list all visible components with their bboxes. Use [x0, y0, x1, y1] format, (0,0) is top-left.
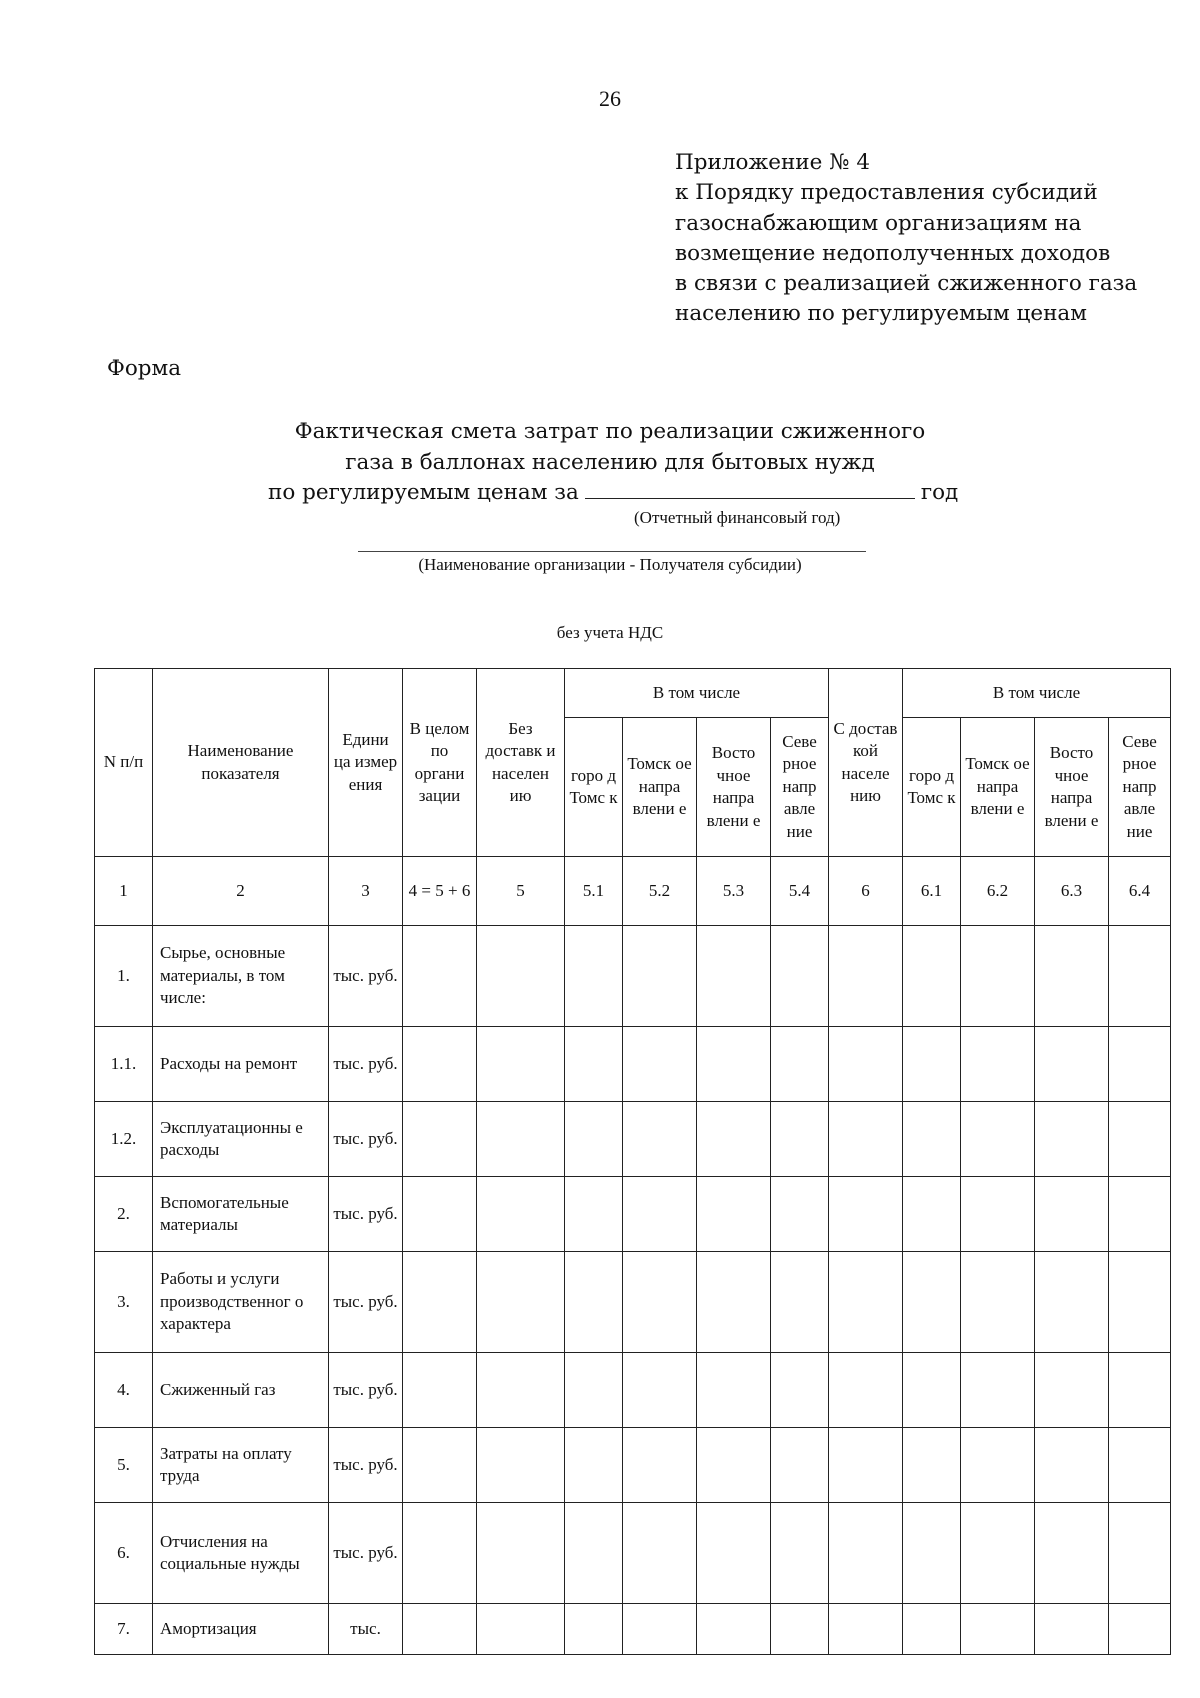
- value-cell[interactable]: [697, 1428, 771, 1503]
- appendix-line: в связи с реализацией сжиженного газа: [675, 271, 1138, 297]
- row-indicator-name: Вспомогательные материалы: [153, 1177, 329, 1252]
- value-cell[interactable]: [903, 1503, 961, 1604]
- header-name: Наименование показателя: [153, 669, 329, 857]
- value-cell[interactable]: [1109, 1252, 1171, 1353]
- column-number: 3: [329, 857, 403, 926]
- row-unit: тыс. руб.: [329, 1027, 403, 1102]
- value-cell[interactable]: [1109, 1604, 1171, 1655]
- value-cell[interactable]: [1035, 926, 1109, 1027]
- row-number: 2.: [95, 1177, 153, 1252]
- value-cell[interactable]: [477, 926, 565, 1027]
- value-cell[interactable]: [565, 1604, 623, 1655]
- value-cell[interactable]: [961, 1027, 1035, 1102]
- value-cell[interactable]: [477, 1428, 565, 1503]
- row-unit: тыс. руб.: [329, 1177, 403, 1252]
- column-number: 5.4: [771, 857, 829, 926]
- value-cell[interactable]: [565, 1503, 623, 1604]
- table-row: [95, 1503, 1171, 1604]
- value-cell[interactable]: [623, 1027, 697, 1102]
- subheader-east-direction: Восто чное напра влени е: [697, 718, 771, 857]
- value-cell[interactable]: [903, 1428, 961, 1503]
- value-cell[interactable]: [1109, 1027, 1171, 1102]
- value-cell[interactable]: [961, 1252, 1035, 1353]
- appendix-line: газоснабжающим организациям на: [675, 210, 1082, 236]
- row-indicator-name: Отчисления на социальные нужды: [153, 1503, 329, 1604]
- title-line-3-prefix: по регулируемым ценам за: [268, 480, 579, 505]
- column-number: 5.1: [565, 857, 623, 926]
- row-unit: тыс. руб.: [329, 1353, 403, 1428]
- title-line-3: [268, 478, 958, 505]
- value-cell[interactable]: [477, 1604, 565, 1655]
- value-cell[interactable]: [403, 1353, 477, 1428]
- subheader-tomsk-direction: Томск ое напра влени е: [623, 718, 697, 857]
- value-cell[interactable]: [829, 1177, 903, 1252]
- row-unit: тыс. руб.: [329, 1252, 403, 1353]
- row-unit: тыс. руб.: [329, 1102, 403, 1177]
- row-indicator-name: Расходы на ремонт: [153, 1027, 329, 1102]
- header-unit: Едини ца измер ения: [329, 669, 403, 857]
- value-cell[interactable]: [903, 926, 961, 1027]
- row-indicator-name: Сырье, основные материалы, в том числе:: [153, 926, 329, 1027]
- value-cell[interactable]: [771, 1177, 829, 1252]
- value-cell[interactable]: [1035, 1604, 1109, 1655]
- row-number: 1.1.: [95, 1027, 153, 1102]
- value-cell[interactable]: [771, 1503, 829, 1604]
- value-cell[interactable]: [903, 1252, 961, 1353]
- row-number: 6.: [95, 1503, 153, 1604]
- value-cell[interactable]: [623, 1252, 697, 1353]
- value-cell[interactable]: [403, 1252, 477, 1353]
- value-cell[interactable]: [477, 1027, 565, 1102]
- table-row: [95, 1102, 1171, 1177]
- value-cell[interactable]: [623, 926, 697, 1027]
- value-cell[interactable]: [477, 1353, 565, 1428]
- period-hint: (Отчетный финансовый год): [634, 508, 841, 527]
- value-cell[interactable]: [771, 1428, 829, 1503]
- value-cell[interactable]: [1109, 1353, 1171, 1428]
- value-cell[interactable]: [1035, 1503, 1109, 1604]
- value-cell[interactable]: [829, 1252, 903, 1353]
- organization-blank-field[interactable]: [358, 551, 866, 552]
- column-number: 5.2: [623, 857, 697, 926]
- subheader-tomsk-city: горо д Томс к: [903, 718, 961, 857]
- page-number: 26: [599, 86, 621, 111]
- row-number: 3.: [95, 1252, 153, 1353]
- column-number: 6.2: [961, 857, 1035, 926]
- value-cell[interactable]: [623, 1102, 697, 1177]
- value-cell[interactable]: [1109, 1428, 1171, 1503]
- value-cell[interactable]: [565, 1102, 623, 1177]
- row-indicator-name: Амортизация: [153, 1604, 329, 1655]
- value-cell[interactable]: [961, 1604, 1035, 1655]
- table-row: [95, 926, 1171, 1027]
- vat-note: без учета НДС: [556, 623, 664, 642]
- value-cell[interactable]: [623, 1604, 697, 1655]
- value-cell[interactable]: [623, 1503, 697, 1604]
- column-number: 1: [95, 857, 153, 926]
- value-cell[interactable]: [697, 1503, 771, 1604]
- value-cell[interactable]: [403, 1027, 477, 1102]
- subheader-tomsk-city: горо д Томс к: [565, 718, 623, 857]
- row-unit: тыс. руб.: [329, 1428, 403, 1503]
- value-cell[interactable]: [697, 1252, 771, 1353]
- value-cell[interactable]: [829, 1604, 903, 1655]
- value-cell[interactable]: [903, 1604, 961, 1655]
- value-cell[interactable]: [961, 1102, 1035, 1177]
- value-cell[interactable]: [961, 926, 1035, 1027]
- value-cell[interactable]: [623, 1428, 697, 1503]
- table-row: [95, 1604, 1171, 1655]
- value-cell[interactable]: [771, 1027, 829, 1102]
- column-number: 6.4: [1109, 857, 1171, 926]
- value-cell[interactable]: [903, 1102, 961, 1177]
- appendix-block: [675, 148, 1175, 330]
- document-title: [0, 417, 1200, 478]
- value-cell[interactable]: [565, 1027, 623, 1102]
- value-cell[interactable]: [403, 1102, 477, 1177]
- table-row: [95, 1027, 1171, 1102]
- organization-hint: (Наименование организации - Получателя субсидии): [418, 555, 802, 574]
- value-cell[interactable]: [829, 1428, 903, 1503]
- column-number: 6: [829, 857, 903, 926]
- subheader-north-direction: Севе рное напр авле ние: [771, 718, 829, 857]
- value-cell[interactable]: [697, 1604, 771, 1655]
- value-cell[interactable]: [903, 1177, 961, 1252]
- value-cell[interactable]: [829, 1503, 903, 1604]
- value-cell[interactable]: [1109, 1177, 1171, 1252]
- value-cell[interactable]: [771, 926, 829, 1027]
- column-number-row: [95, 857, 1171, 926]
- value-cell[interactable]: [403, 1503, 477, 1604]
- value-cell[interactable]: [1109, 926, 1171, 1027]
- value-cell[interactable]: [1035, 1102, 1109, 1177]
- value-cell[interactable]: [477, 1503, 565, 1604]
- row-indicator-name: Эксплуатационны е расходы: [153, 1102, 329, 1177]
- value-cell[interactable]: [829, 926, 903, 1027]
- column-number: 6.1: [903, 857, 961, 926]
- column-number: 2: [153, 857, 329, 926]
- value-cell[interactable]: [403, 926, 477, 1027]
- value-cell[interactable]: [697, 1027, 771, 1102]
- appendix-line: к Порядку предоставления субсидий: [675, 180, 1098, 206]
- value-cell[interactable]: [697, 1177, 771, 1252]
- header-with-delivery: С достав кой населе нию: [829, 669, 903, 857]
- appendix-line: Приложение № 4: [675, 150, 871, 175]
- value-cell[interactable]: [623, 1353, 697, 1428]
- row-unit: тыс. руб.: [329, 926, 403, 1027]
- row-number: 4.: [95, 1353, 153, 1428]
- value-cell[interactable]: [771, 1353, 829, 1428]
- subheader-north-direction: Севе рное напр авле ние: [1109, 718, 1171, 857]
- header-no-delivery: Без доставк и населен ию: [477, 669, 565, 857]
- value-cell[interactable]: [903, 1353, 961, 1428]
- header-including-2: В том числе: [903, 669, 1171, 718]
- value-cell[interactable]: [697, 1102, 771, 1177]
- value-cell[interactable]: [477, 1252, 565, 1353]
- value-cell[interactable]: [477, 1177, 565, 1252]
- value-cell[interactable]: [1109, 1102, 1171, 1177]
- row-indicator-name: Работы и услуги производственног о характера: [153, 1252, 329, 1353]
- table-row: [95, 1428, 1171, 1503]
- row-number: 1.: [95, 926, 153, 1027]
- cost-estimate-table: [94, 668, 1171, 1655]
- value-cell[interactable]: [1035, 1428, 1109, 1503]
- row-unit: тыс.: [329, 1604, 403, 1655]
- row-indicator-name: Сжиженный газ: [153, 1353, 329, 1428]
- title-line-2: газа в баллонах населению для бытовых нужд: [345, 449, 875, 475]
- row-number: 5.: [95, 1428, 153, 1503]
- column-number: 6.3: [1035, 857, 1109, 926]
- value-cell[interactable]: [1035, 1252, 1109, 1353]
- subheader-tomsk-direction: Томск ое напра влени е: [961, 718, 1035, 857]
- value-cell[interactable]: [961, 1353, 1035, 1428]
- row-number: 1.2.: [95, 1102, 153, 1177]
- value-cell[interactable]: [829, 1353, 903, 1428]
- value-cell[interactable]: [771, 1252, 829, 1353]
- value-cell[interactable]: [961, 1428, 1035, 1503]
- value-cell[interactable]: [477, 1102, 565, 1177]
- header-including-1: В том числе: [565, 669, 829, 718]
- value-cell[interactable]: [565, 1428, 623, 1503]
- title-line-3-suffix: год: [920, 480, 959, 505]
- title-line-1: Фактическая смета затрат по реализации сжиженного: [294, 419, 926, 444]
- row-number: 7.: [95, 1604, 153, 1655]
- value-cell[interactable]: [903, 1027, 961, 1102]
- value-cell[interactable]: [771, 1102, 829, 1177]
- value-cell[interactable]: [771, 1604, 829, 1655]
- appendix-line: населению по регулируемым ценам: [675, 301, 1087, 327]
- value-cell[interactable]: [565, 1177, 623, 1252]
- table-row: [95, 1252, 1171, 1353]
- value-cell[interactable]: [961, 1503, 1035, 1604]
- header-total: В целом по органи зации: [403, 669, 477, 857]
- value-cell[interactable]: [623, 1177, 697, 1252]
- value-cell[interactable]: [565, 1353, 623, 1428]
- value-cell[interactable]: [403, 1604, 477, 1655]
- period-blank-field[interactable]: [585, 478, 915, 499]
- column-number: 5: [477, 857, 565, 926]
- value-cell[interactable]: [1035, 1177, 1109, 1252]
- value-cell[interactable]: [1035, 1027, 1109, 1102]
- value-cell[interactable]: [961, 1177, 1035, 1252]
- value-cell[interactable]: [403, 1428, 477, 1503]
- value-cell[interactable]: [697, 1353, 771, 1428]
- appendix-line: возмещение недополученных доходов: [675, 240, 1111, 266]
- value-cell[interactable]: [403, 1177, 477, 1252]
- header-number: N п/п: [95, 669, 153, 857]
- value-cell[interactable]: [565, 926, 623, 1027]
- value-cell[interactable]: [1035, 1353, 1109, 1428]
- form-label: Форма: [107, 356, 182, 381]
- value-cell[interactable]: [829, 1027, 903, 1102]
- table-row: [95, 1177, 1171, 1252]
- table-row: [95, 1353, 1171, 1428]
- value-cell[interactable]: [565, 1252, 623, 1353]
- column-number: 4 = 5 + 6: [403, 857, 477, 926]
- value-cell[interactable]: [697, 926, 771, 1027]
- value-cell[interactable]: [829, 1102, 903, 1177]
- value-cell[interactable]: [1109, 1503, 1171, 1604]
- row-indicator-name: Затраты на оплату труда: [153, 1428, 329, 1503]
- column-number: 5.3: [697, 857, 771, 926]
- row-unit: тыс. руб.: [329, 1503, 403, 1604]
- subheader-east-direction: Восто чное напра влени е: [1035, 718, 1109, 857]
